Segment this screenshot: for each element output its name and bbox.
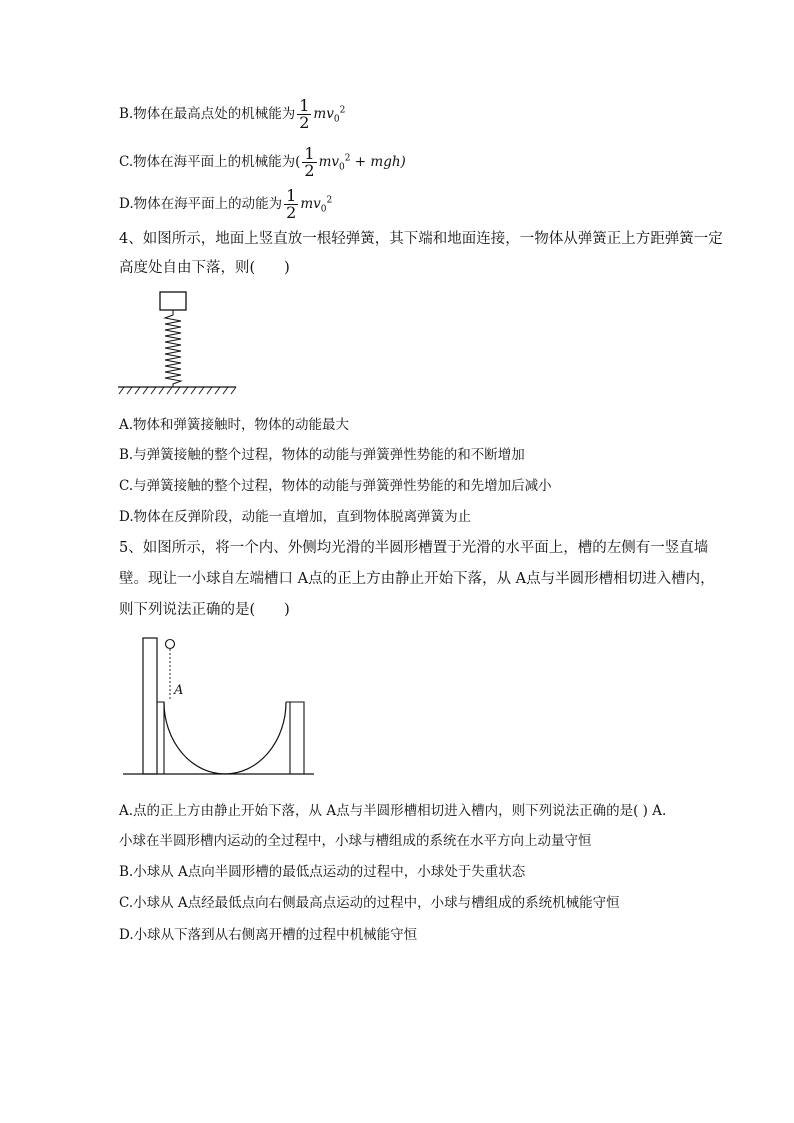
half-pipe-diagram [118, 628, 318, 783]
math-mv: mv [313, 106, 334, 122]
math-sup: 2 [339, 105, 346, 116]
spring-diagram [118, 290, 238, 400]
q5-option-line-5: D.小球从下落到从右侧离开槽的过程中机械能守恒 [119, 927, 418, 943]
math-mv: mv [300, 196, 321, 212]
fraction-numerator: 1 [286, 186, 297, 205]
q4-stem-line-2: 高度处自由下落，则( ) [119, 260, 290, 276]
q4-option-a: A.物体和弹簧接触时，物体的动能最大 [119, 417, 350, 433]
math-sub: 0 [339, 162, 345, 173]
q5-option-line-2: 小球在半圆形槽内运动的全过程中，小球与槽组成的系统在水平方向上动量守恒 [119, 833, 592, 849]
q3-option-b [119, 98, 345, 131]
point-a-label: A [174, 683, 184, 698]
q3-option-d-text: D.物体在海平面上的动能为 [119, 196, 283, 212]
q3-option-c-text: C.物体在海平面上的机械能为 [119, 154, 296, 170]
paren-open: ( [295, 154, 301, 170]
block-shape [160, 292, 186, 310]
q4-option-c: C.与弹簧接触的整个过程，物体的动能与弹簧弹性势能的和先增加后减小 [119, 478, 552, 494]
trough-left-edge [157, 702, 164, 774]
fraction [297, 98, 311, 131]
q5-option-line-3: B.小球从 A点向半圆形槽的最低点运动的过程中，小球处于失重状态 [119, 864, 526, 880]
q5-stem-line-2: 壁。现让一小球自左端槽口 A点的正上方由静止开始下落，从 A点与半圆形槽相切进入槽内， [119, 571, 715, 587]
fraction-denominator: 2 [304, 161, 315, 180]
q3-option-d [119, 188, 332, 221]
wall-shape [143, 638, 157, 774]
q3-option-b-text: B.物体在最高点处的机械能为 [119, 106, 296, 122]
math-sub: 0 [333, 114, 340, 125]
q5-option-line-4: C.小球从 A点经最低点向右侧最高点运动的过程中，小球与槽组成的系统机械能守恒 [119, 895, 620, 911]
q3-option-c [119, 146, 406, 179]
trough-right-edge [286, 702, 290, 774]
fraction-numerator: 1 [304, 144, 315, 163]
fraction [302, 146, 316, 179]
math-plus-mgh: + mgh) [350, 154, 406, 170]
q4-option-d: D.物体在反弹阶段，动能一直增加，直到物体脱离弹簧为止 [119, 509, 472, 525]
ball-shape [166, 640, 175, 649]
spring-coil [165, 310, 181, 387]
q5-option-line-1: A.点的正上方由静止开始下落，从 A点与半圆形槽相切进入槽内，则下列说法正确的是( ) A. [119, 803, 667, 819]
fraction-numerator: 1 [299, 96, 310, 115]
math-sup: 2 [344, 153, 351, 164]
q5-stem-line-1: 5、如图所示，将一个内、外侧均光滑的半圆形槽置于光滑的水平面上，槽的左侧有一竖直墙 [119, 540, 709, 556]
fraction [284, 188, 298, 221]
fraction-denominator: 2 [299, 113, 310, 132]
q5-stem-line-3: 则下列说法正确的是( ) [119, 602, 290, 618]
q4-stem-line-1: 4、如图所示，地面上竖直放一根轻弹簧，其下端和地面连接，一物体从弹簧正上方距弹簧一定 [119, 231, 723, 247]
math-sup: 2 [326, 195, 333, 206]
math-mv: mv [318, 154, 340, 170]
trough-curve [164, 702, 286, 774]
trough-right-rim [290, 702, 304, 774]
math-sub: 0 [320, 204, 327, 215]
fraction-denominator: 2 [286, 203, 297, 222]
ground-hatching [119, 387, 236, 394]
q4-option-b: B.与弹簧接触的整个过程，物体的动能与弹簧弹性势能的和不断增加 [119, 447, 525, 463]
